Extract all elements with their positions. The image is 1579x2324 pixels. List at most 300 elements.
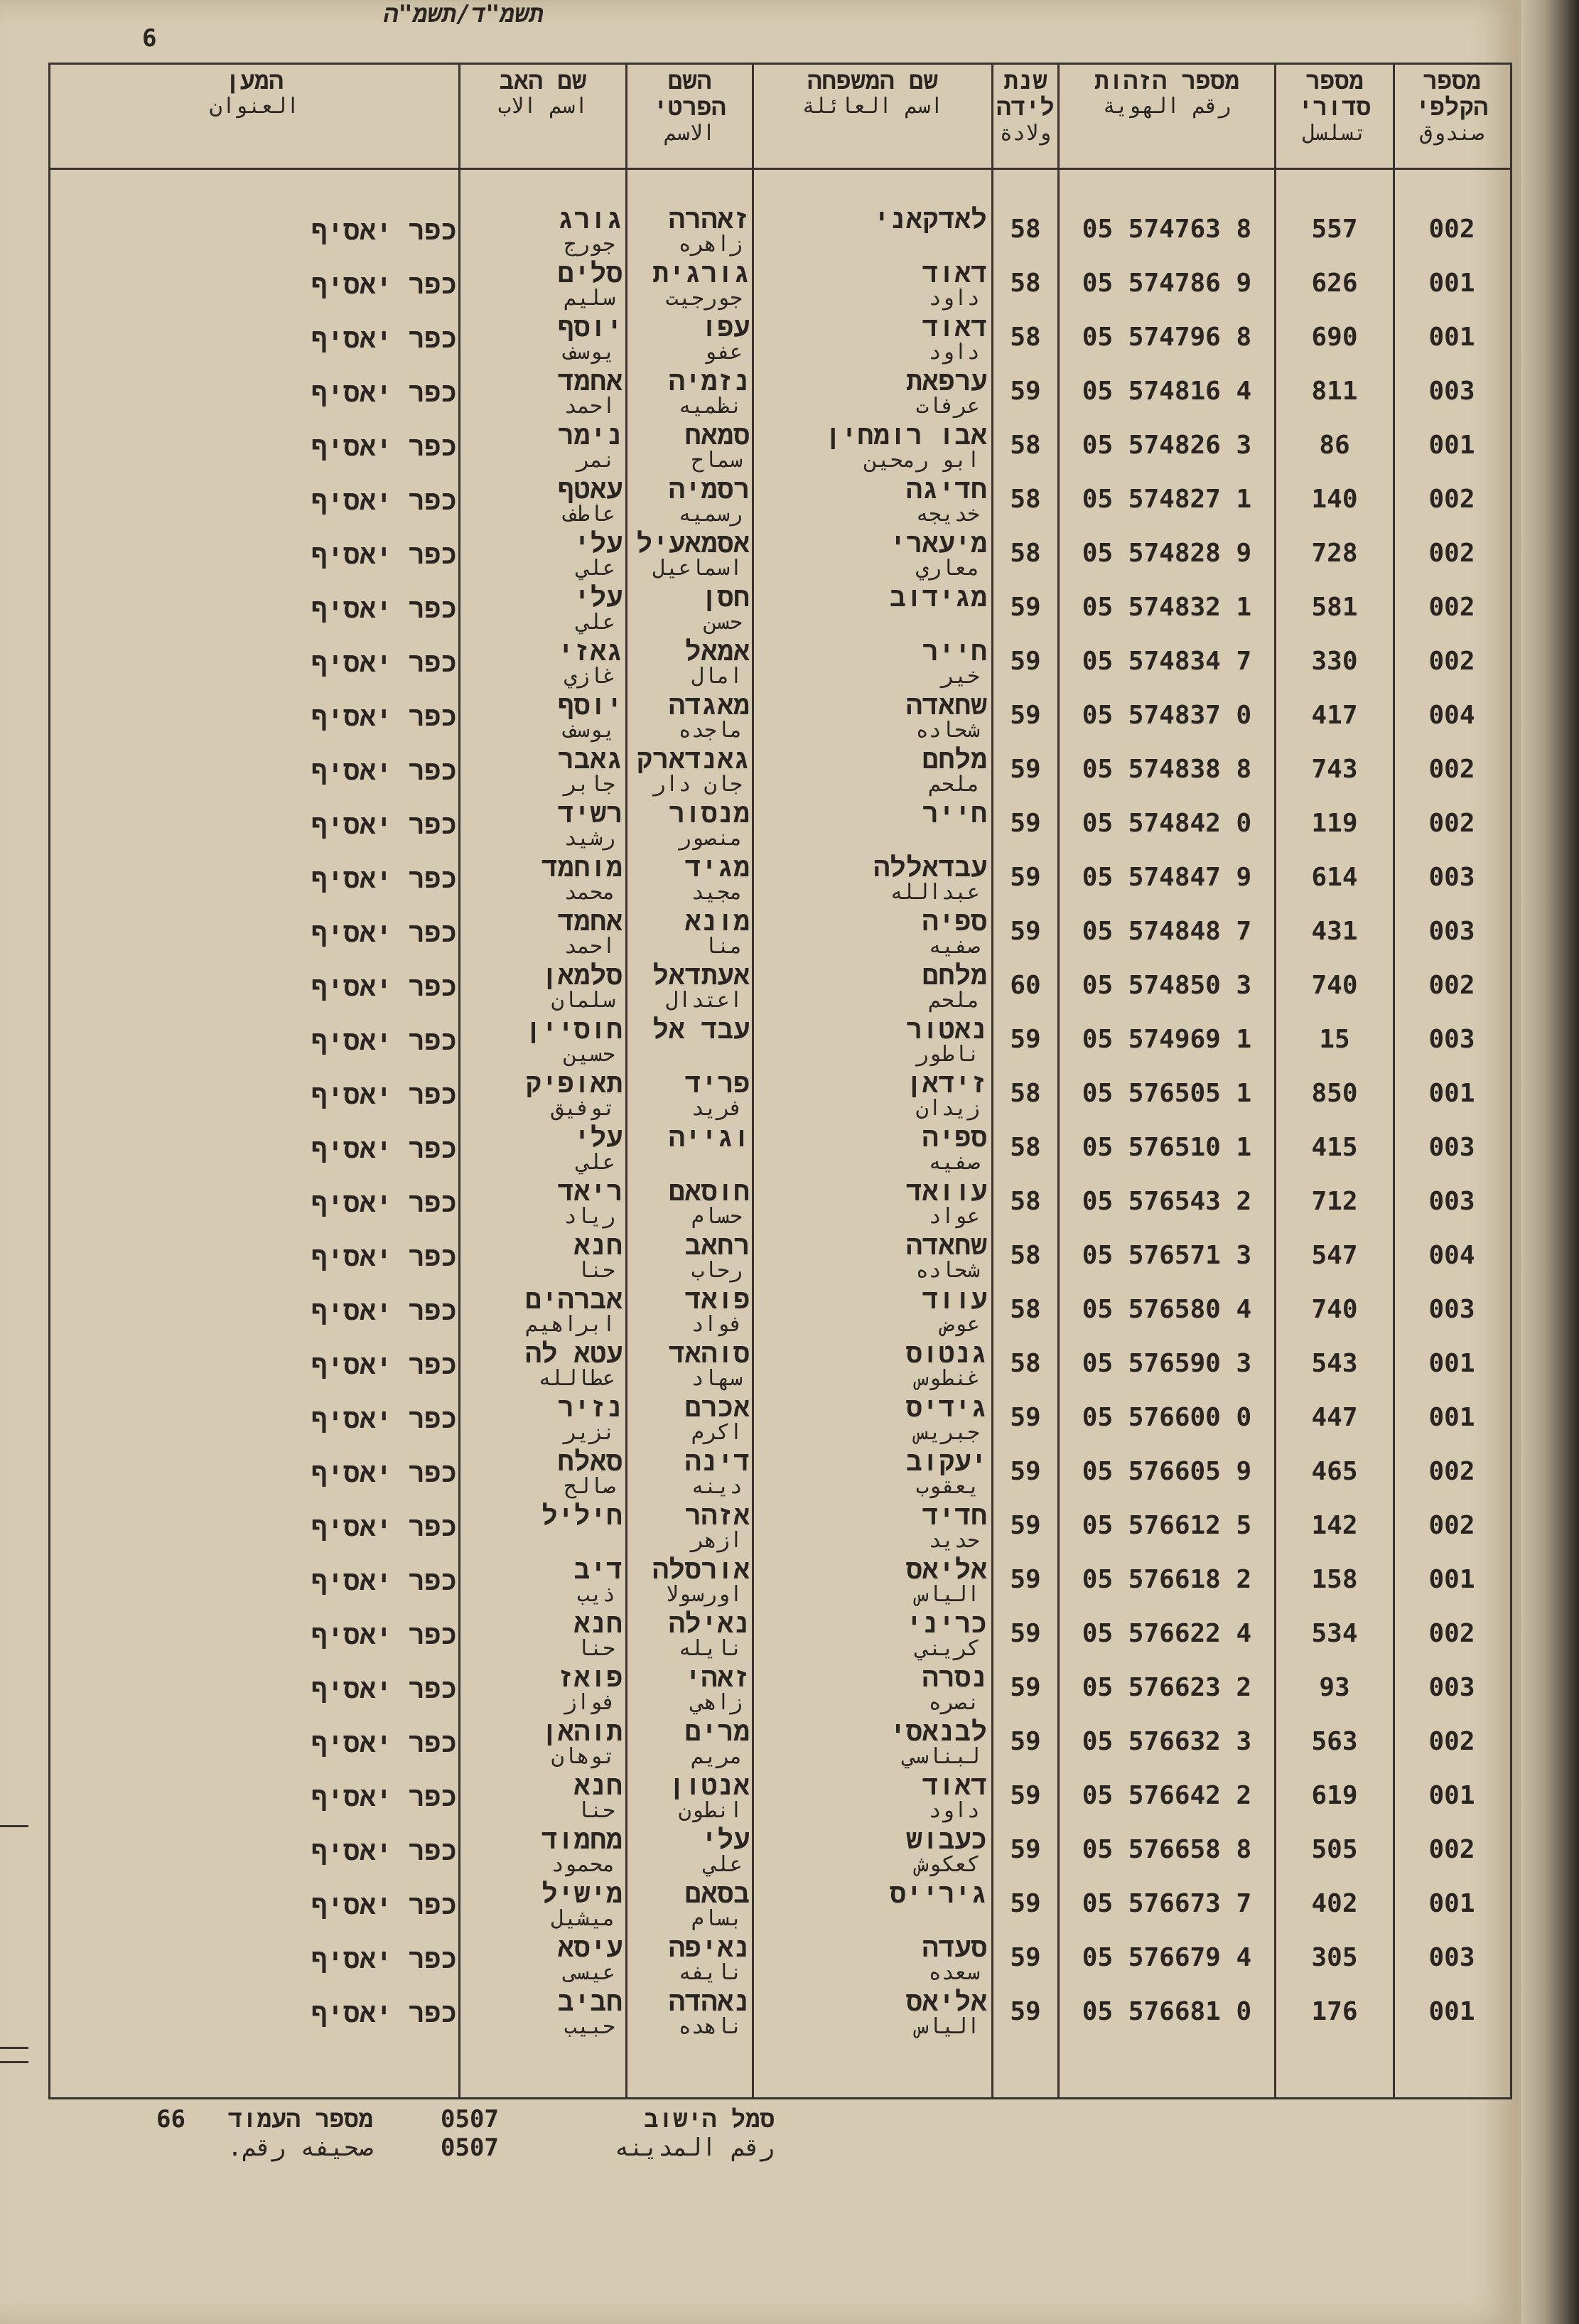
first-name-ar: بسام bbox=[691, 1906, 743, 1931]
footer-page-value: 66 bbox=[156, 2105, 185, 2134]
family-name-he: חייר bbox=[922, 797, 987, 829]
family-name bbox=[755, 961, 987, 1015]
serial-number: 557 bbox=[1311, 215, 1358, 244]
serial-number: 563 bbox=[1311, 1727, 1358, 1756]
family-name-ar: كعكوش bbox=[915, 1852, 980, 1877]
table-row bbox=[48, 1177, 1508, 1231]
first-name bbox=[627, 259, 750, 313]
table-row bbox=[48, 1933, 1508, 1987]
serial-number: 543 bbox=[1311, 1349, 1358, 1378]
father-name-ar: علي bbox=[576, 1150, 615, 1175]
birth-year: 58 bbox=[1010, 323, 1041, 352]
father-name bbox=[460, 745, 623, 799]
father-name-he: יוסף bbox=[557, 689, 623, 721]
box-number: 001 bbox=[1428, 323, 1475, 352]
address: כפר יאסיף bbox=[311, 1403, 457, 1434]
first-name-ar: اورسولا bbox=[665, 1582, 743, 1607]
first-name-ar: ناهده bbox=[678, 2014, 743, 2039]
margin-mark bbox=[0, 1825, 28, 1827]
father-name bbox=[460, 1555, 623, 1609]
box-number: 003 bbox=[1428, 1187, 1475, 1216]
family-name bbox=[755, 799, 987, 853]
first-name bbox=[627, 1447, 750, 1501]
family-name bbox=[755, 907, 987, 961]
birth-year: 58 bbox=[1010, 539, 1041, 568]
id-number: 05 576681 0 bbox=[1082, 1997, 1252, 2026]
box-number: 001 bbox=[1428, 1403, 1475, 1432]
id-number: 05 574837 0 bbox=[1082, 701, 1252, 730]
family-name-ar: خديجه bbox=[915, 502, 980, 527]
first-name-ar: امال bbox=[691, 664, 743, 689]
family-name-ar: ناطور bbox=[915, 1042, 980, 1067]
first-name bbox=[627, 1825, 750, 1879]
father-name-he: חנא bbox=[573, 1770, 623, 1801]
family-name-he: שחאדה bbox=[905, 689, 987, 721]
first-name bbox=[627, 1717, 750, 1771]
serial-number: 534 bbox=[1311, 1619, 1358, 1648]
first-name-he: מונא bbox=[684, 905, 750, 937]
father-name bbox=[460, 691, 623, 745]
family-name bbox=[755, 421, 987, 475]
father-name-he: מישיל bbox=[541, 1878, 623, 1909]
father-name-ar: احمد bbox=[564, 934, 615, 959]
first-name-he: דינה bbox=[684, 1446, 750, 1477]
id-number: 05 576679 4 bbox=[1082, 1943, 1252, 1972]
first-name bbox=[627, 961, 750, 1015]
father-name bbox=[460, 1069, 623, 1123]
first-name-he: חסן bbox=[701, 581, 750, 613]
first-name-ar: فريد bbox=[691, 1096, 743, 1121]
first-name bbox=[627, 529, 750, 583]
address: כפר יאסיף bbox=[311, 1565, 457, 1596]
birth-year: 59 bbox=[1010, 1943, 1041, 1972]
first-name bbox=[627, 367, 750, 421]
first-name-he: חוסאם bbox=[668, 1176, 750, 1207]
table-row bbox=[48, 313, 1508, 367]
first-name bbox=[627, 583, 750, 637]
address: כפר יאסיף bbox=[311, 1133, 457, 1164]
birth-year: 58 bbox=[1010, 269, 1041, 298]
father-name-he: ריאד bbox=[557, 1176, 623, 1207]
first-name-ar: رحاب bbox=[691, 1258, 743, 1283]
family-name bbox=[755, 1069, 987, 1123]
address: כפר יאסיף bbox=[311, 1835, 457, 1866]
serial-number: 740 bbox=[1311, 1295, 1358, 1324]
id-number: 05 576580 4 bbox=[1082, 1295, 1252, 1324]
table-row bbox=[48, 961, 1508, 1015]
id-number: 05 574850 3 bbox=[1082, 971, 1252, 1000]
first-name-he: נאיפה bbox=[668, 1932, 750, 1963]
table-row bbox=[48, 1285, 1508, 1339]
first-name bbox=[627, 1987, 750, 2041]
table-row bbox=[48, 1987, 1508, 2041]
serial-number: 850 bbox=[1311, 1079, 1358, 1108]
family-name-he: גירייס bbox=[890, 1878, 987, 1909]
id-number: 05 576658 8 bbox=[1082, 1835, 1252, 1864]
address: כפר יאסיף bbox=[311, 701, 457, 732]
table-row bbox=[48, 1609, 1508, 1663]
id-number: 05 574827 1 bbox=[1082, 485, 1252, 514]
first-name-he: אנטון bbox=[668, 1770, 750, 1801]
table-row bbox=[48, 799, 1508, 853]
father-name bbox=[460, 853, 623, 907]
address: כפר יאסיף bbox=[311, 1511, 457, 1542]
family-name-ar: صفيه bbox=[928, 934, 980, 959]
family-name-he: גידיס bbox=[905, 1392, 987, 1423]
first-name-ar: منصور bbox=[678, 826, 743, 851]
box-number: 003 bbox=[1428, 1295, 1475, 1324]
family-name bbox=[755, 745, 987, 799]
header-id: מספר הזהות رقم الهوية bbox=[1094, 67, 1240, 119]
father-name bbox=[460, 583, 623, 637]
box-number: 002 bbox=[1428, 1457, 1475, 1486]
birth-year: 58 bbox=[1010, 1241, 1041, 1270]
family-name bbox=[755, 1177, 987, 1231]
birth-year: 59 bbox=[1010, 1673, 1041, 1702]
father-name-he: עלי bbox=[573, 527, 623, 559]
father-name bbox=[460, 1609, 623, 1663]
box-number: 003 bbox=[1428, 917, 1475, 946]
birth-year: 59 bbox=[1010, 755, 1041, 784]
first-name-he: מגיד bbox=[684, 851, 750, 883]
father-name-ar: جابر bbox=[564, 772, 615, 797]
family-name-ar: ملحم bbox=[928, 772, 980, 797]
birth-year: 59 bbox=[1010, 917, 1041, 946]
father-name bbox=[460, 1123, 623, 1177]
serial-number: 547 bbox=[1311, 1241, 1358, 1270]
first-name bbox=[627, 637, 750, 691]
family-name-he: חדיד bbox=[922, 1500, 987, 1531]
father-name-he: חוסיין bbox=[525, 1013, 623, 1045]
birth-year: 58 bbox=[1010, 1349, 1041, 1378]
father-name-he: מוחמד bbox=[541, 851, 623, 883]
table-row bbox=[48, 421, 1508, 475]
address: כפר יאסיף bbox=[311, 755, 457, 786]
family-name bbox=[755, 1285, 987, 1339]
footer-town-label-ar: رقم المدينه bbox=[614, 2134, 775, 2162]
family-name bbox=[755, 1771, 987, 1825]
box-number: 002 bbox=[1428, 1619, 1475, 1648]
footer-town-label-he: סמל הישוב bbox=[644, 2105, 775, 2134]
family-name-ar: كريني bbox=[915, 1636, 980, 1661]
box-number: 003 bbox=[1428, 1025, 1475, 1054]
address: כפר יאסיף bbox=[311, 1781, 457, 1812]
address: כפר יאסיף bbox=[311, 1619, 457, 1650]
family-name-he: שחאדה bbox=[905, 1230, 987, 1261]
father-name-he: אברהים bbox=[525, 1284, 623, 1315]
table-row bbox=[48, 367, 1508, 421]
family-name bbox=[755, 1015, 987, 1069]
box-number: 001 bbox=[1428, 1781, 1475, 1810]
father-name-ar: ذيب bbox=[576, 1582, 615, 1607]
family-name bbox=[755, 1825, 987, 1879]
header-box: מספר הקלפי صندوق bbox=[1415, 67, 1489, 146]
id-number: 05 574834 7 bbox=[1082, 647, 1252, 676]
box-number: 001 bbox=[1428, 1997, 1475, 2026]
family-name bbox=[755, 1339, 987, 1393]
id-number: 05 574832 1 bbox=[1082, 593, 1252, 622]
father-name bbox=[460, 1447, 623, 1501]
first-name-ar: نايفه bbox=[678, 1960, 743, 1985]
family-name bbox=[755, 1393, 987, 1447]
father-name-ar: توهان bbox=[551, 1744, 615, 1769]
father-name-he: רשיד bbox=[557, 797, 623, 829]
father-name-ar: ميشيل bbox=[551, 1906, 615, 1931]
father-name-he: סלים bbox=[557, 257, 623, 289]
table-row bbox=[48, 1123, 1508, 1177]
father-name bbox=[460, 637, 623, 691]
family-name-ar: عبدالله bbox=[890, 880, 980, 905]
family-name-he: דאוד bbox=[922, 1770, 987, 1801]
table-row bbox=[48, 1393, 1508, 1447]
first-name-ar: علي bbox=[704, 1852, 743, 1877]
father-name-ar: حسين bbox=[564, 1042, 615, 1067]
family-name bbox=[755, 1123, 987, 1177]
family-name-ar: خير bbox=[941, 664, 980, 689]
family-name-he: סעדה bbox=[922, 1932, 987, 1963]
family-name-he: ערפאת bbox=[905, 365, 987, 397]
first-name bbox=[627, 853, 750, 907]
father-name bbox=[460, 475, 623, 529]
table-row bbox=[48, 1231, 1508, 1285]
family-name bbox=[755, 1447, 987, 1501]
family-name-he: עווד bbox=[922, 1284, 987, 1315]
father-name-ar: علي bbox=[576, 610, 615, 635]
family-name bbox=[755, 691, 987, 745]
father-name-ar: حبيب bbox=[564, 2014, 615, 2039]
table-row bbox=[48, 1555, 1508, 1609]
father-name bbox=[460, 1717, 623, 1771]
id-number: 05 576632 3 bbox=[1082, 1727, 1252, 1756]
father-name bbox=[460, 1393, 623, 1447]
family-name-he: אבו רומחין bbox=[824, 419, 987, 451]
father-name-ar: حنا bbox=[576, 1798, 615, 1823]
birth-year: 59 bbox=[1010, 1025, 1041, 1054]
id-number: 05 574826 3 bbox=[1082, 431, 1252, 460]
father-name bbox=[460, 961, 623, 1015]
family-name-he: יעקוב bbox=[905, 1446, 987, 1477]
family-name-ar: سعده bbox=[928, 1960, 980, 1985]
family-name-he: ספיה bbox=[922, 905, 987, 937]
first-name-he: זאהי bbox=[684, 1662, 750, 1693]
first-name-he: מאגדה bbox=[668, 689, 750, 721]
father-name-he: תוהאן bbox=[541, 1716, 623, 1747]
first-name-he: אורסלה bbox=[652, 1554, 750, 1585]
table-row bbox=[48, 475, 1508, 529]
family-name-he: אליאס bbox=[905, 1986, 987, 2017]
first-name-he: מרים bbox=[684, 1716, 750, 1747]
birth-year: 58 bbox=[1010, 1295, 1041, 1324]
first-name-he: אמאל bbox=[684, 635, 750, 667]
family-name-ar: يعقوب bbox=[915, 1474, 980, 1499]
family-name bbox=[755, 1879, 987, 1933]
father-name-ar: محمد bbox=[564, 880, 615, 905]
birth-year: 59 bbox=[1010, 1565, 1041, 1594]
first-name bbox=[627, 1771, 750, 1825]
father-name-ar: محمود bbox=[551, 1852, 615, 1877]
family-name-ar: الياس bbox=[915, 2014, 980, 2039]
father-name bbox=[460, 313, 623, 367]
first-name-ar: مجيد bbox=[691, 880, 743, 905]
table-row bbox=[48, 853, 1508, 907]
father-name-ar: صالح bbox=[564, 1474, 615, 1499]
first-name-ar: انطون bbox=[678, 1798, 743, 1823]
family-name-ar: عواد bbox=[928, 1204, 980, 1229]
father-name-he: מחמוד bbox=[541, 1824, 623, 1855]
family-name bbox=[755, 529, 987, 583]
family-name bbox=[755, 313, 987, 367]
family-name-he: ספיה bbox=[922, 1121, 987, 1153]
address: כפר יאסיף bbox=[311, 485, 457, 516]
family-name-he: נאטור bbox=[905, 1013, 987, 1045]
address: כפר יאסיף bbox=[311, 863, 457, 894]
first-name-ar: ازهر bbox=[691, 1528, 743, 1553]
father-name-ar: حنا bbox=[576, 1258, 615, 1283]
first-name-he: פואד bbox=[684, 1284, 750, 1315]
first-name bbox=[627, 1393, 750, 1447]
father-name-ar: عاطف bbox=[564, 502, 615, 527]
first-name-he: עלי bbox=[701, 1824, 750, 1855]
header-divider bbox=[48, 168, 1510, 170]
footer-town-label bbox=[561, 2105, 775, 2162]
father-name bbox=[460, 1825, 623, 1879]
first-name-he: מנסור bbox=[668, 797, 750, 829]
father-name-he: נימר bbox=[557, 419, 623, 451]
table-row bbox=[48, 1339, 1508, 1393]
family-name-he: לאדקאני bbox=[873, 203, 987, 235]
first-name-he: אעתדאל bbox=[652, 959, 750, 991]
father-name-ar: رشيد bbox=[564, 826, 615, 851]
table-row bbox=[48, 637, 1508, 691]
first-name bbox=[627, 1339, 750, 1393]
box-number: 001 bbox=[1428, 269, 1475, 298]
address: כפר יאסיף bbox=[311, 269, 457, 300]
first-name-ar: زاهي bbox=[691, 1690, 743, 1715]
table-row bbox=[48, 1717, 1508, 1771]
document-top-title: תשמ"ד/תשמ"ה bbox=[384, 0, 544, 28]
box-number: 002 bbox=[1428, 1835, 1475, 1864]
address: כפר יאסיף bbox=[311, 971, 457, 1002]
serial-number: 140 bbox=[1311, 485, 1358, 514]
table-row bbox=[48, 1825, 1508, 1879]
first-name-he: נזמיה bbox=[668, 365, 750, 397]
family-name bbox=[755, 637, 987, 691]
serial-number: 743 bbox=[1311, 755, 1358, 784]
family-name bbox=[755, 367, 987, 421]
box-number: 002 bbox=[1428, 809, 1475, 838]
father-name-he: סלמאן bbox=[541, 959, 623, 991]
address: כפר יאסיף bbox=[311, 1295, 457, 1326]
father-name-he: חביב bbox=[557, 1986, 623, 2017]
father-name-ar: علي bbox=[576, 556, 615, 581]
serial-number: 93 bbox=[1319, 1673, 1350, 1702]
address: כפר יאסיף bbox=[311, 1079, 457, 1110]
serial-number: 740 bbox=[1311, 971, 1358, 1000]
first-name-he: עבד אל bbox=[652, 1013, 750, 1045]
first-name-he: אסמאעיל bbox=[636, 527, 750, 559]
serial-number: 465 bbox=[1311, 1457, 1358, 1486]
table-row bbox=[48, 907, 1508, 961]
family-name-ar: داود bbox=[928, 340, 980, 365]
table-row bbox=[48, 1879, 1508, 1933]
header-serial: מספר סדורי تسلسل bbox=[1298, 67, 1371, 146]
header-father-name: שם האב اسم الاب bbox=[497, 67, 588, 119]
header-family-name: שם המשפחה اسم العائلة bbox=[802, 67, 944, 119]
serial-number: 619 bbox=[1311, 1781, 1358, 1810]
address: כפר יאסיף bbox=[311, 809, 457, 840]
serial-number: 626 bbox=[1311, 269, 1358, 298]
birth-year: 60 bbox=[1010, 971, 1041, 1000]
address: כפר יאסיף bbox=[311, 377, 457, 408]
father-name-ar: عيسى bbox=[564, 1960, 615, 1985]
first-name-ar: نايله bbox=[678, 1636, 743, 1661]
id-number: 05 576571 3 bbox=[1082, 1241, 1252, 1270]
address: כפר יאסיף bbox=[311, 539, 457, 570]
address: כפר יאסיף bbox=[311, 1889, 457, 1920]
father-name bbox=[460, 1987, 623, 2041]
table-row bbox=[48, 745, 1508, 799]
footer-page-label-ar: صحيفه رقم. bbox=[227, 2134, 373, 2162]
father-name bbox=[460, 1177, 623, 1231]
address: כפר יאסיף bbox=[311, 1187, 457, 1218]
birth-year: 58 bbox=[1010, 485, 1041, 514]
birth-year: 59 bbox=[1010, 863, 1041, 892]
family-name-he: חדיגה bbox=[905, 473, 987, 505]
serial-number: 811 bbox=[1311, 377, 1358, 406]
first-name bbox=[627, 313, 750, 367]
family-name-he: דאוד bbox=[922, 311, 987, 343]
family-name-ar: حديد bbox=[928, 1528, 980, 1553]
father-name-ar: غازي bbox=[564, 664, 615, 689]
father-name bbox=[460, 1663, 623, 1717]
first-name-ar: سهاد bbox=[691, 1366, 743, 1391]
father-name-he: חיליל bbox=[541, 1500, 623, 1531]
serial-number: 176 bbox=[1311, 1997, 1358, 2026]
father-name-he: עיסא bbox=[557, 1932, 623, 1963]
box-number: 003 bbox=[1428, 1673, 1475, 1702]
birth-year: 59 bbox=[1010, 1457, 1041, 1486]
family-name-ar: غنطوس bbox=[915, 1366, 980, 1391]
father-name-ar: حنا bbox=[576, 1636, 615, 1661]
father-name bbox=[460, 1015, 623, 1069]
father-name-ar: ابراهيم bbox=[525, 1312, 615, 1337]
id-number: 05 576642 2 bbox=[1082, 1781, 1252, 1810]
address: כפר יאסיף bbox=[311, 1943, 457, 1974]
father-name-he: גורג bbox=[557, 203, 623, 235]
father-name-ar: رياد bbox=[564, 1204, 615, 1229]
first-name bbox=[627, 799, 750, 853]
family-name bbox=[755, 1987, 987, 2041]
footer-town-code-2: 0507 bbox=[441, 2134, 499, 2162]
address: כפר יאסיף bbox=[311, 917, 457, 948]
family-name-he: לבנאסי bbox=[890, 1716, 987, 1747]
father-name-ar: سلمان bbox=[551, 988, 615, 1013]
first-name-he: אזהר bbox=[684, 1500, 750, 1531]
first-name bbox=[627, 907, 750, 961]
id-number: 05 576622 4 bbox=[1082, 1619, 1252, 1648]
first-name-he: זאהרה bbox=[668, 203, 750, 235]
first-name-he: נאילה bbox=[668, 1608, 750, 1639]
serial-number: 712 bbox=[1311, 1187, 1358, 1216]
first-name bbox=[627, 1231, 750, 1285]
family-name-he: מלחם bbox=[922, 743, 987, 775]
first-name bbox=[627, 205, 750, 259]
birth-year: 59 bbox=[1010, 1403, 1041, 1432]
father-name-ar: توفيق bbox=[551, 1096, 615, 1121]
birth-year: 59 bbox=[1010, 1619, 1041, 1648]
id-number: 05 576623 2 bbox=[1082, 1673, 1252, 1702]
birth-year: 59 bbox=[1010, 1781, 1041, 1810]
